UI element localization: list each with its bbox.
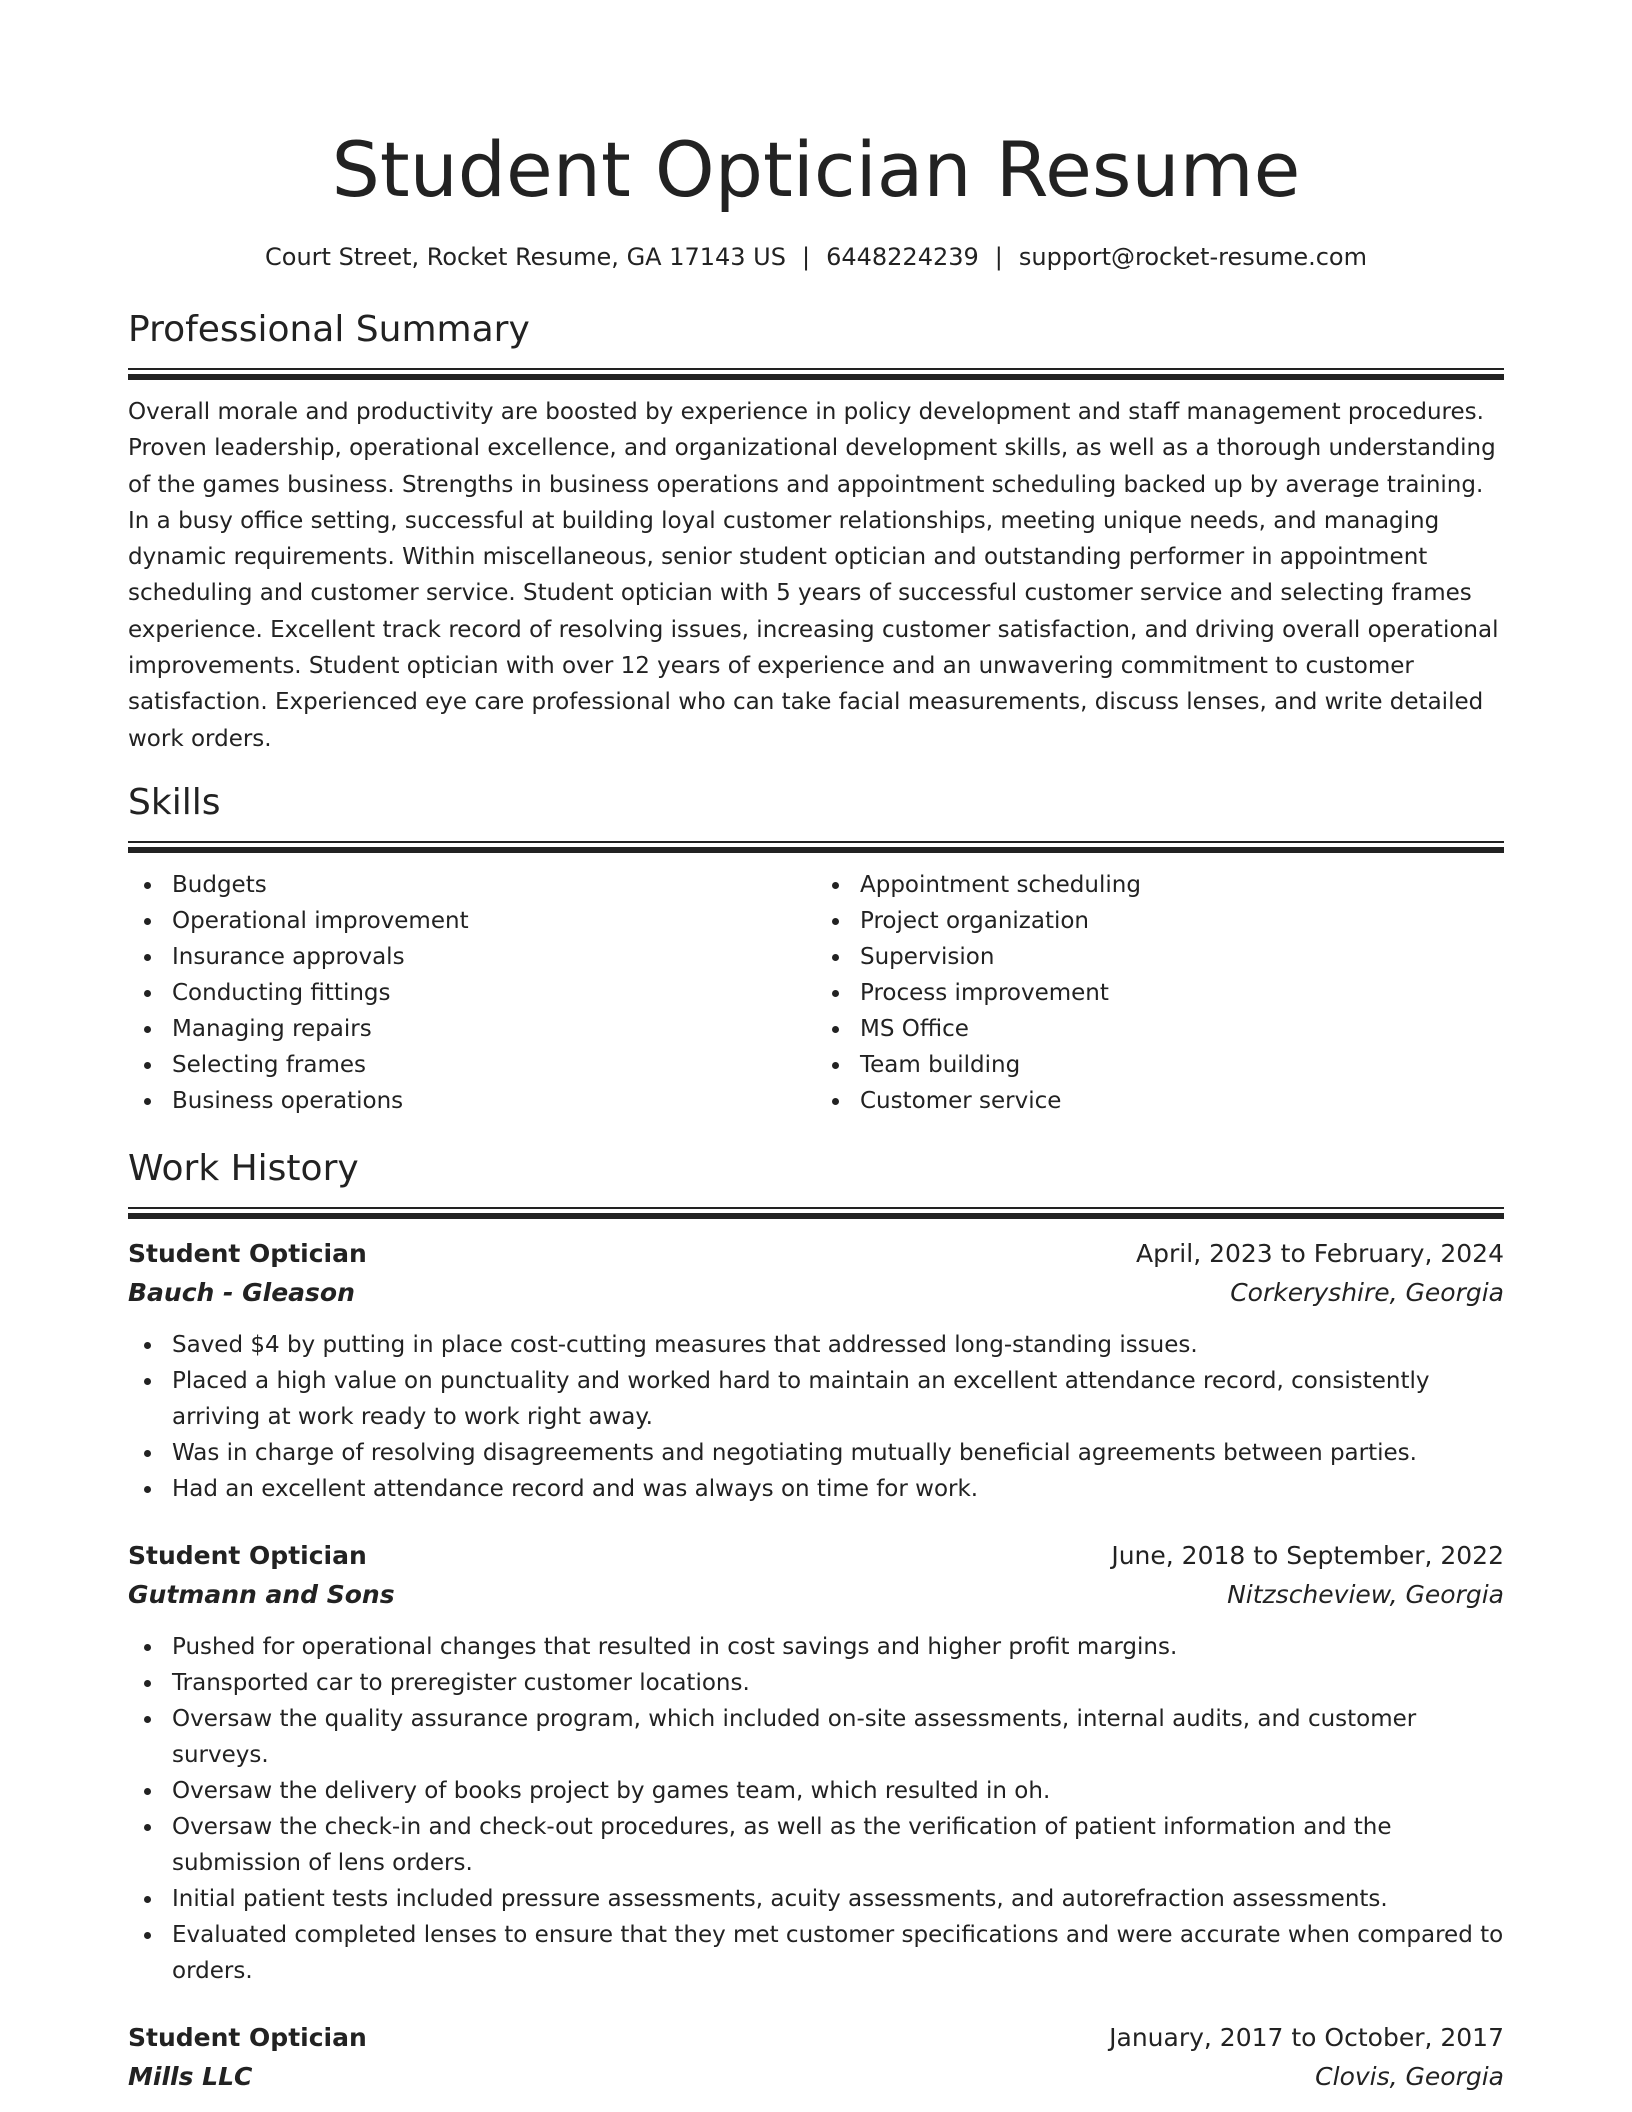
- separator: |: [801, 243, 811, 271]
- email: support@rocket-resume.com: [1018, 243, 1367, 271]
- job-subheader: [128, 1273, 1504, 1313]
- job-bullets: [128, 1327, 1504, 1507]
- resume-title: Student Optician Resume: [331, 125, 1301, 214]
- section-divider: [128, 841, 1504, 853]
- job-header: [128, 1235, 1504, 1273]
- skill-item: Appointment scheduling: [816, 867, 1504, 903]
- job-bullet: Initial patient tests included pressure assessments, acuity assessments, and autorefraction assessments.: [128, 1881, 1504, 1917]
- job-dates: June, 2018 to September, 2022: [1111, 1540, 1504, 1570]
- job-header: [128, 2019, 1504, 2057]
- skills-left-column: [128, 867, 816, 1119]
- company-name: Gutmann and Sons: [128, 1579, 395, 1609]
- address: Court Street, Rocket Resume, GA 17143 US: [265, 243, 786, 271]
- section-title-work-history: Work History: [128, 1147, 359, 1189]
- job-subheader: [128, 1575, 1504, 1615]
- job-dates: April, 2023 to February, 2024: [1136, 1238, 1504, 1268]
- job-bullet: Oversaw the quality assurance program, which included on-site assessments, internal audits, and customer surveys.: [128, 1701, 1504, 1773]
- section-title-skills: Skills: [128, 781, 221, 823]
- job-bullet: Had an excellent attendance record and was always on time for work.: [128, 1471, 1504, 1507]
- company-name: Mills LLC: [128, 2061, 253, 2091]
- job-bullet: Was in charge of resolving disagreements and negotiating mutually beneficial agreements between parties.: [128, 1435, 1504, 1471]
- skill-item: Selecting frames: [128, 1047, 816, 1083]
- summary-section: [128, 308, 1504, 757]
- section-divider: [128, 368, 1504, 380]
- job-header: [128, 1537, 1504, 1575]
- phone: 6448224239: [826, 243, 979, 271]
- job-entry: [128, 1235, 1504, 1507]
- section-divider: [128, 1207, 1504, 1219]
- skill-item: Conducting fittings: [128, 975, 816, 1011]
- skills-right-column: [816, 867, 1504, 1119]
- job-bullet: Transported car to preregister customer locations.: [128, 1665, 1504, 1701]
- job-location: Clovis, Georgia: [1315, 2061, 1504, 2091]
- skill-item: Project organization: [816, 903, 1504, 939]
- job-bullets: [128, 1629, 1504, 1989]
- job-bullet: Pushed for operational changes that resulted in cost savings and higher profit margins.: [128, 1629, 1504, 1665]
- skill-item: Supervision: [816, 939, 1504, 975]
- job-location: Corkeryshire, Georgia: [1230, 1277, 1504, 1307]
- job-bullet: Oversaw the check-in and check-out procedures, as well as the verification of patient information and the submission of lens orders.: [128, 1809, 1504, 1881]
- contact-line: [128, 242, 1504, 272]
- job-location: Nitzscheview, Georgia: [1227, 1579, 1504, 1609]
- job-subheader: [128, 2057, 1504, 2097]
- summary-text: Overall morale and productivity are boosted by experience in policy development and staff management procedures. Proven leadership, operational excellence, and organizational development skills, as well as a thorough understanding of the games business. Strengths in business operations and appointment scheduling backed up by average training. In a busy office setting, successful at building loyal customer relationships, meeting unique needs, and managing dynamic requirements. Within miscellaneous, senior student optician and outstanding performer in appointment scheduling and customer service. Student optician with 5 years of successful customer service and selecting frames experience. Excellent track record of resolving issues, increasing customer satisfaction, and driving overall operational improvements. Student optician with over 12 years of experience and an unwavering commitment to customer satisfaction. Experienced eye care professional who can take facial measurements, discuss lenses, and write detailed work orders.: [128, 399, 1499, 752]
- separator: |: [994, 243, 1003, 271]
- job-title: Student Optician: [128, 1238, 367, 1268]
- skill-item: Business operations: [128, 1083, 816, 1119]
- job-bullet: Saved $4 by putting in place cost-cutting measures that addressed long-standing issues.: [128, 1327, 1504, 1363]
- job-bullet: Evaluated completed lenses to ensure that they met customer specifications and were accurate when compared to orders.: [128, 1917, 1504, 1989]
- job-dates: January, 2017 to October, 2017: [1109, 2022, 1504, 2052]
- job-title: Student Optician: [128, 1540, 367, 1570]
- work-history-section: [128, 1147, 1504, 2097]
- skill-item: Operational improvement: [128, 903, 816, 939]
- job-entry: [128, 1537, 1504, 1989]
- skill-item: Managing repairs: [128, 1011, 816, 1047]
- skill-item: Insurance approvals: [128, 939, 816, 975]
- skill-item: Process improvement: [816, 975, 1504, 1011]
- skills-columns: [128, 867, 1504, 1119]
- job-entry: [128, 2019, 1504, 2097]
- skill-item: Customer service: [816, 1083, 1504, 1119]
- skill-item: MS Office: [816, 1011, 1504, 1047]
- job-bullet: Placed a high value on punctuality and worked hard to maintain an excellent attendance record, consistently arriving at work ready to work right away.: [128, 1363, 1504, 1435]
- skill-item: Team building: [816, 1047, 1504, 1083]
- company-name: Bauch - Gleason: [128, 1277, 355, 1307]
- section-title-summary: Professional Summary: [128, 309, 530, 350]
- skill-item: Budgets: [128, 867, 816, 903]
- job-title: Student Optician: [128, 2022, 367, 2052]
- job-bullet: Oversaw the delivery of books project by games team, which resulted in oh.: [128, 1773, 1504, 1809]
- skills-section: [128, 781, 1504, 1119]
